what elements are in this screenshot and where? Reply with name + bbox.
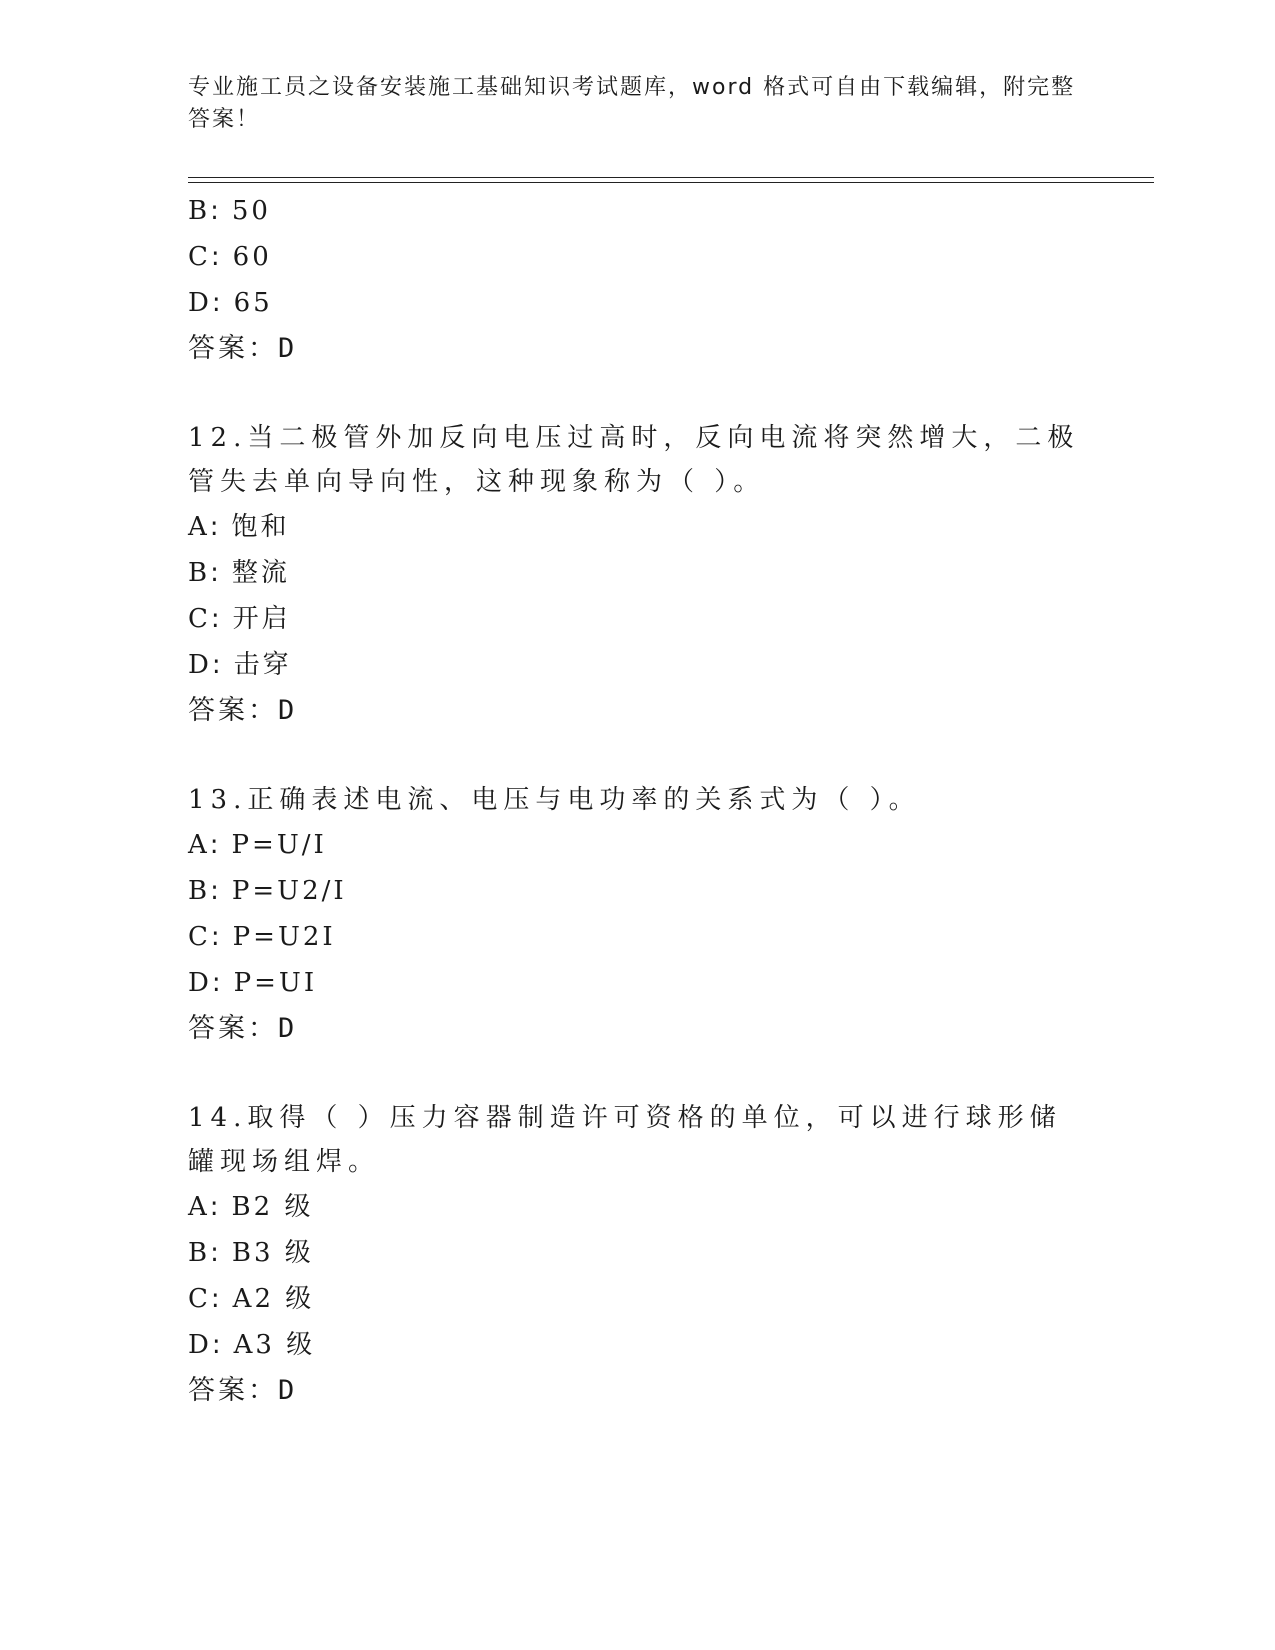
answer-line [188,1006,1088,1052]
option-d: D: 击穿 [188,650,292,680]
answer-value: D [278,1013,295,1044]
option-a: A: P=U/I [188,830,327,860]
answer-value: D [278,1375,295,1406]
option-c: C: 开启 [188,604,291,634]
header-divider-bottom [188,182,1154,183]
option-d: D: P=UI [188,968,318,998]
spacer [188,372,1088,416]
answer-label: 答案： [188,1375,278,1406]
option-a: A: 饱和 [188,512,290,542]
option-b: B: P=U2/I [188,876,347,906]
answer-line [188,326,1088,372]
spacer [188,1052,1088,1096]
option-a: A: B2 级 [188,1192,314,1222]
spacer [188,734,1088,778]
question-12 [188,416,1088,734]
option-c: C: 60 [188,242,272,272]
answer-label: 答案： [188,695,278,726]
answer-line [188,688,1088,734]
option-b: B: 整流 [188,558,290,588]
question-11 [188,188,1088,372]
answer-label: 答案： [188,1013,278,1044]
answer-label: 答案： [188,333,278,364]
answer-value: D [278,333,295,364]
answer-line [188,1368,1088,1414]
option-b: B: B3 级 [188,1238,314,1268]
option-c: C: A2 级 [188,1284,315,1314]
option-b: B: 50 [188,196,271,226]
answer-value: D [278,695,295,726]
option-d: D: A3 级 [188,1330,316,1360]
option-c: C: P=U2I [188,922,336,952]
question-text: 13.正确表述电流、电压与电功率的关系式为（ ）。 [188,785,921,815]
question-list [188,188,1088,1414]
question-text: 14.取得（ ）压力容器制造许可资格的单位，可以进行球形储罐现场组焊。 [188,1103,1062,1177]
header-divider-top [188,177,1154,178]
document-header: 专业施工员之设备安装施工基础知识考试题库，word 格式可自由下载编辑，附完整答案！ [188,75,1076,132]
question-13 [188,778,1088,1052]
question-14 [188,1096,1088,1414]
question-text: 12.当二极管外加反向电压过高时，反向电流将突然增大，二极管失去单向导向性，这种现象称为（ ）。 [188,423,1080,497]
option-d: D: 65 [188,288,273,318]
